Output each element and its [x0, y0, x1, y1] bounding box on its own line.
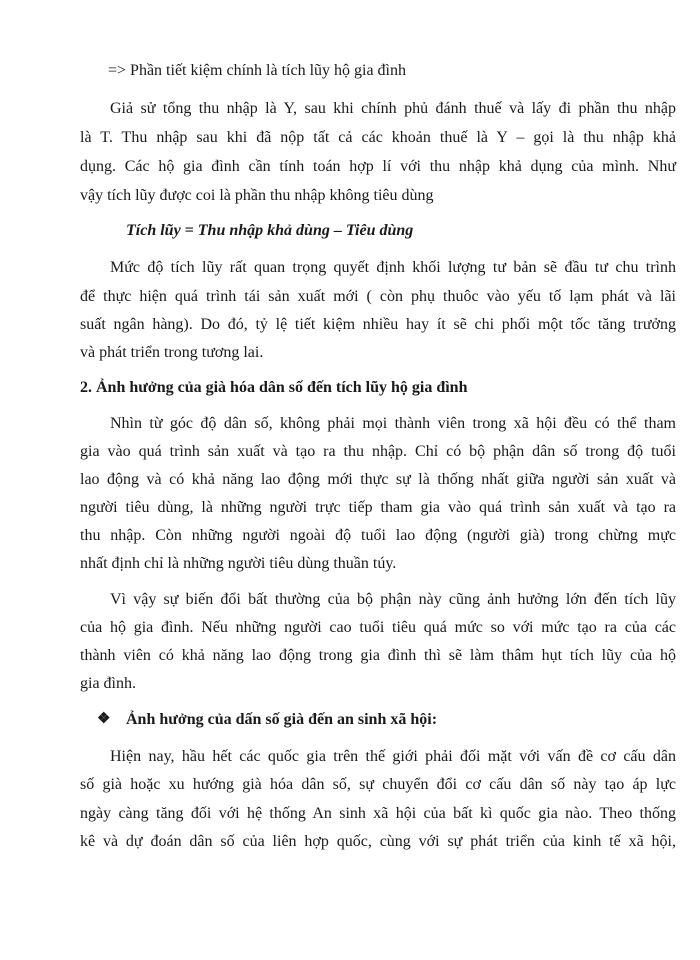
formula: Tích lũy = Thu nhập khả dùng – Tiêu dùng — [126, 222, 414, 239]
bullet-heading-text: Ảnh hưởng của dấn số già đến an sinh xã hội: — [126, 711, 438, 728]
paragraph-line: ngày càng tăng đối với hệ thống An sinh xã hội của bất kì quốc gia nào. Theo thống — [80, 805, 676, 822]
diamond-bullet-icon: ❖ — [97, 711, 111, 727]
paragraph-line: Vì vậy sự biến đổi bất thường của bộ phận này cũng ảnh hưởng lớn đến tích lũy — [110, 591, 676, 608]
paragraph-line: Giả sử tổng thu nhập là Y, sau khi chính phủ đánh thuế và lấy đi phần thu nhập — [110, 100, 676, 117]
paragraph-line: kê và dự đoán dân số của liên hợp quốc, cùng với sự phát triển của kinh tế xã hội, — [80, 833, 676, 850]
paragraph-line: dụng. Các hộ gia đình cần tính toán hợp lí với thu nhập khả dụng của mình. Như — [80, 158, 676, 175]
section-heading: 2. Ảnh hưởng của già hóa dân số đến tích lũy hộ gia đình — [80, 379, 468, 396]
conclusion-line: => Phần tiết kiệm chính là tích lũy hộ gia đình — [108, 62, 406, 79]
paragraph-line: Hiện nay, hầu hết các quốc gia trên thế giới phải đối mặt với vấn đề cơ cấu dân — [110, 748, 676, 765]
paragraph-line: là T. Thu nhập sau khi đã nộp tất cả các khoản thuế là Y – gọi là thu nhập khả — [80, 129, 676, 146]
paragraph-line: vậy tích lũy được coi là phần thu nhập không tiêu dùng — [80, 187, 434, 204]
paragraph-line: Mức độ tích lũy rất quan trọng quyết định khối lượng tư bản sẽ đầu tư chu trình — [110, 259, 676, 276]
paragraph-line: Nhìn từ góc độ dân số, không phải mọi thành viên trong xã hội đều có thể tham — [110, 415, 676, 432]
paragraph-line: thành viên có khả năng lao động trong gia đình thì sẽ làm thâm hụt tích lũy của hộ — [80, 647, 676, 664]
paragraph-line: suất ngân hàng). Do đó, tỷ lệ tiết kiệm nhiều hay ít sẽ chi phối một tốc tăng trưởng — [80, 316, 676, 333]
paragraph-line: lao động và có khả năng lao động mới thực sự là thống nhất giữa người sản xuất và — [80, 471, 676, 488]
paragraph-line: gia đình. — [80, 675, 136, 692]
paragraph-line: và phát triển trong tương lai. — [80, 344, 264, 361]
paragraph-line: nhất định chỉ là những người tiêu dùng thuần túy. — [80, 555, 397, 572]
paragraph-line: gia vào quá trình sản xuất và tạo ra thu nhập. Chỉ có bộ phận dân số trong độ tuổi — [80, 443, 676, 460]
paragraph-line: thu nhập. Còn những người ngoài độ tuổi lao động (người già) trong chừng mực — [80, 527, 676, 544]
paragraph-line: số già hoặc xu hướng già hóa dân số, sự chuyển đổi cơ cấu dân số này tạo áp lực — [80, 776, 676, 793]
paragraph-line: của hộ gia đình. Nếu những người cao tuổi tiêu quá mức so với mức tạo ra của các — [80, 619, 676, 636]
paragraph-line: để thực hiện quá trình tái sản xuất mới ( còn phụ thuôc vào yếu tố lạm phát và lãi — [80, 288, 676, 305]
paragraph-line: người tiêu dùng, là những người trực tiếp tham gia vào quá trình sản xuất và tạo ra — [80, 499, 676, 516]
